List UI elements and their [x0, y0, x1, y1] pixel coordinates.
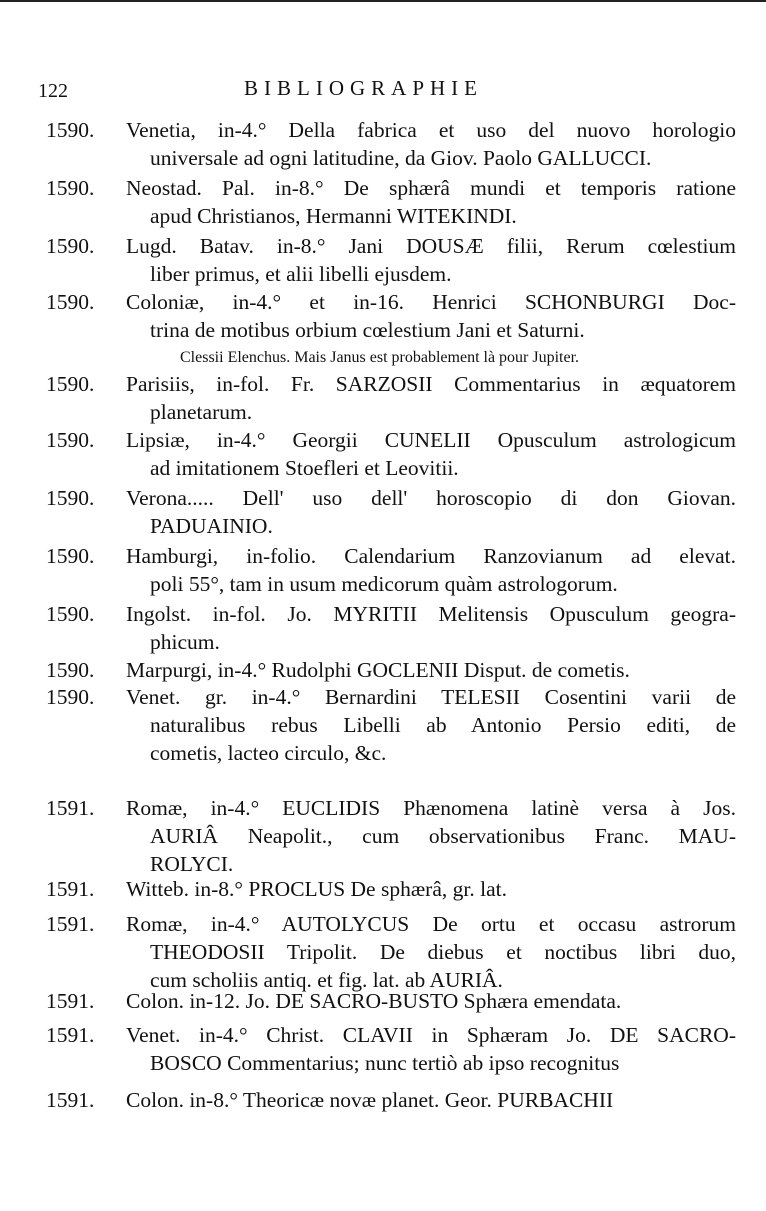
page-number: 122 [38, 80, 68, 102]
entry-first-line [0, 484, 766, 512]
entry-year: 1590. [46, 118, 95, 142]
bibliography-entry [0, 600, 766, 656]
entry-year: 1590. [46, 685, 95, 709]
entry-year: 1591. [46, 989, 95, 1013]
entry-first-line [0, 875, 766, 903]
entry-text: Coloniæ, in-4.° et in-16. Henrici SCHONBURGI Doc- [126, 290, 736, 314]
bibliography-entry [0, 910, 766, 994]
entry-first-line [0, 600, 766, 628]
entry-continuation-line [0, 850, 766, 878]
entry-continuation-line [0, 512, 766, 540]
entry-year: 1590. [46, 290, 95, 314]
entry-continuation-line [0, 1049, 766, 1077]
entry-first-line [0, 910, 766, 938]
entry-text: Verona..... Dell' uso dell' horoscopio di don Giovan. [126, 486, 736, 510]
entry-year: 1590. [46, 372, 95, 396]
entry-year: 1590. [46, 602, 95, 626]
entry-first-line [0, 116, 766, 144]
entry-text: phicum. [150, 630, 220, 654]
entry-text: Ingolst. in-fol. Jo. MYRITII Melitensis Opusculum geogra- [126, 602, 736, 626]
entry-text: cum scholiis antiq. et fig. lat. ab AURIÂ. [150, 968, 503, 992]
entry-continuation-line [0, 711, 766, 739]
bibliography-entry [0, 875, 766, 903]
entry-year: 1591. [46, 1023, 95, 1047]
bibliography-entry [0, 116, 766, 172]
entry-continuation-line [0, 739, 766, 767]
entry-first-line [0, 174, 766, 202]
entry-first-line [0, 683, 766, 711]
entry-year: 1590. [46, 428, 95, 452]
entry-text: ROLYCI. [150, 852, 234, 876]
entry-text: Lipsiæ, in-4.° Georgii CUNELII Opusculum astrologicum [126, 428, 736, 452]
entry-text: Colon. in-12. Jo. DE SACRO-BUSTO Sphæra emendata. [126, 989, 622, 1013]
bibliography-entry [0, 484, 766, 540]
bibliography-entry [0, 683, 766, 767]
entry-first-line [0, 987, 766, 1015]
entry-note: Clessii Elenchus. Mais Janus est probablement là pour Jupiter. [180, 349, 580, 366]
bibliography-entry [0, 1086, 766, 1114]
entry-continuation-line [0, 202, 766, 230]
entry-first-line [0, 232, 766, 260]
bibliography-entry [0, 794, 766, 878]
entry-text: Venet. in-4.° Christ. CLAVII in Sphæram Jo. DE SACRO- [126, 1023, 736, 1047]
entry-continuation-line [0, 938, 766, 966]
entry-text: THEODOSII Tripolit. De diebus et noctibus libri duo, [150, 940, 736, 964]
entry-continuation-line [0, 454, 766, 482]
bibliography-entry [0, 426, 766, 482]
entry-year: 1590. [46, 544, 95, 568]
entry-continuation-line [0, 628, 766, 656]
entry-text: apud Christianos, Hermanni WITEKINDI. [150, 204, 517, 228]
entry-text: Witteb. in-8.° PROCLUS De sphærâ, gr. lat. [126, 877, 507, 901]
entry-text: Colon. in-8.° Theoricæ novæ planet. Geor. PURBACHII [126, 1088, 614, 1112]
entry-first-line [0, 288, 766, 316]
entry-first-line [0, 1021, 766, 1049]
bibliography-entry [0, 987, 766, 1015]
bibliography-entry [0, 542, 766, 598]
entry-text: Romæ, in-4.° AUTOLYCUS De ortu et occasu astrorum [126, 912, 736, 936]
entry-text: AURIÂ Neapolit., cum observationibus Franc. MAU- [150, 824, 736, 848]
entry-continuation-line [0, 260, 766, 288]
bibliography-entry [0, 232, 766, 288]
bibliography-entry [0, 656, 766, 684]
entry-first-line [0, 794, 766, 822]
entry-text: Parisiis, in-fol. Fr. SARZOSII Commentarius in æquatorem [126, 372, 736, 396]
entry-year: 1590. [46, 658, 95, 682]
entry-first-line [0, 1086, 766, 1114]
entry-continuation-line [0, 822, 766, 850]
entry-first-line [0, 542, 766, 570]
entry-text: Romæ, in-4.° EUCLIDIS Phænomena latinè versa à Jos. [126, 796, 736, 820]
entry-text: naturalibus rebus Libelli ab Antonio Persio editi, de [150, 713, 736, 737]
entry-text: Venetia, in-4.° Della fabrica et uso del nuovo horologio [126, 118, 736, 142]
entry-text: BOSCO Commentarius; nunc tertiò ab ipso recognitus [150, 1051, 620, 1075]
entry-text: PADUAINIO. [150, 514, 273, 538]
bibliography-entry [0, 174, 766, 230]
entry-text: cometis, lacteo circulo, &c. [150, 741, 387, 765]
running-title: BIBLIOGRAPHIE [244, 76, 483, 100]
entry-continuation-line [0, 316, 766, 344]
entry-text: Lugd. Batav. in-8.° Jani DOUSÆ filii, Rerum cœlestium [126, 234, 736, 258]
bibliography-entry [0, 1021, 766, 1077]
bibliography-entry [0, 370, 766, 426]
entry-first-line [0, 656, 766, 684]
bibliography-entry [0, 288, 766, 368]
entry-text: universale ad ogni latitudine, da Giov. Paolo GALLUCCI. [150, 146, 652, 170]
entry-year: 1591. [46, 796, 95, 820]
entry-text: trina de motibus orbium cœlestium Jani et Saturni. [150, 318, 585, 342]
entry-first-line [0, 426, 766, 454]
entry-year: 1590. [46, 176, 95, 200]
entry-first-line [0, 370, 766, 398]
entry-text: ad imitationem Stoefleri et Leovitii. [150, 456, 459, 480]
entry-year: 1591. [46, 1088, 95, 1112]
entry-continuation-line [0, 144, 766, 172]
entry-text: Neostad. Pal. in-8.° De sphærâ mundi et temporis ratione [126, 176, 736, 200]
entry-year: 1590. [46, 234, 95, 258]
top-rule [0, 0, 766, 2]
entry-text: Hamburgi, in-folio. Calendarium Ranzovianum ad elevat. [126, 544, 736, 568]
entry-text: poli 55°, tam in usum medicorum quàm astrologorum. [150, 572, 618, 596]
entry-continuation-line [0, 570, 766, 598]
entry-text: Marpurgi, in-4.° Rudolphi GOCLENII Disput. de cometis. [126, 658, 630, 682]
entry-year: 1591. [46, 912, 95, 936]
entry-text: planetarum. [150, 400, 253, 424]
entry-year: 1591. [46, 877, 95, 901]
entry-year: 1590. [46, 486, 95, 510]
entry-text: liber primus, et alii libelli ejusdem. [150, 262, 452, 286]
entry-text: Venet. gr. in-4.° Bernardini TELESII Cosentini varii de [126, 685, 736, 709]
entry-continuation-line [0, 398, 766, 426]
